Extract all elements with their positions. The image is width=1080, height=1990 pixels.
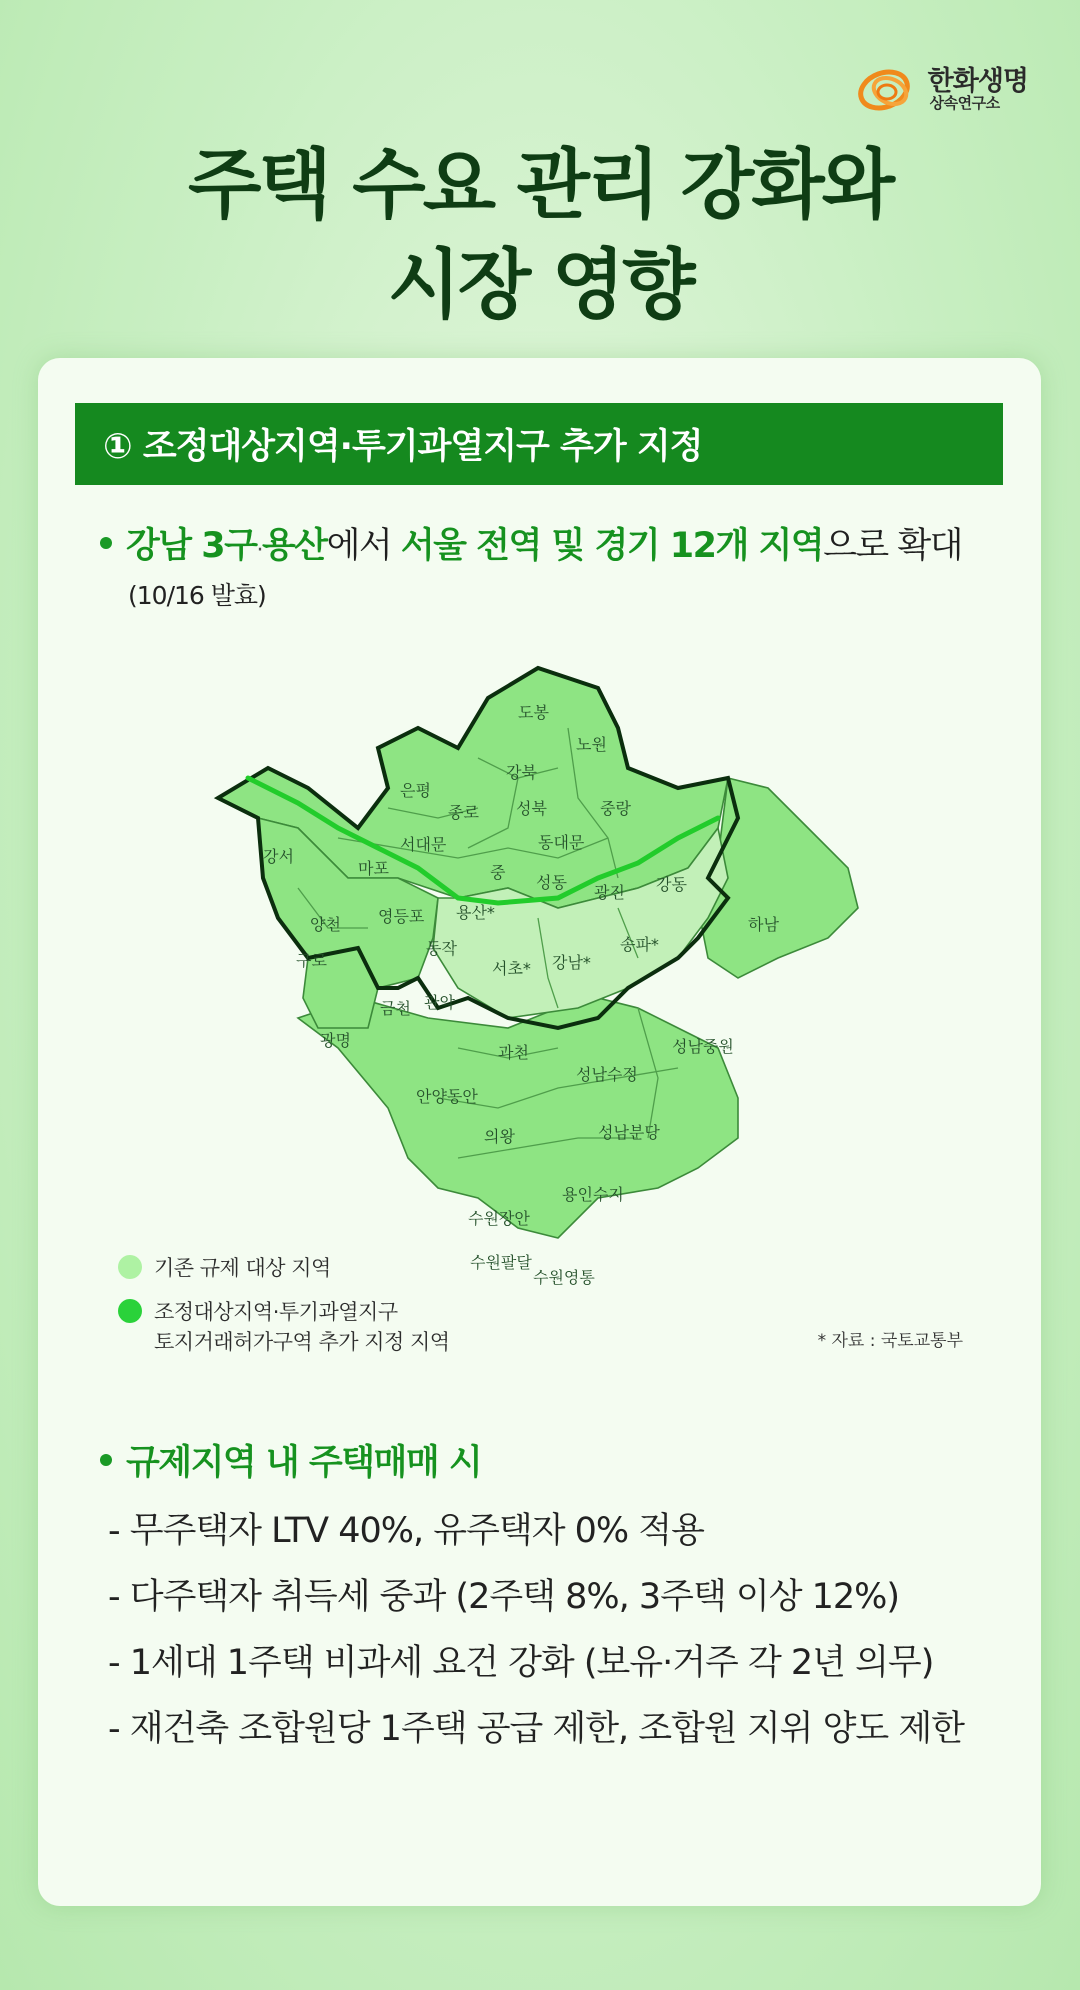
legend-new-swatch xyxy=(118,1299,142,1323)
legend-new xyxy=(118,1297,450,1357)
expansion-bullet xyxy=(100,518,1020,568)
hanwha-logo-icon xyxy=(854,62,920,118)
label-gangseo: 강서 xyxy=(263,847,294,866)
highlight-seoul-gyeonggi: 서울 전역 및 경기 12개 지역 xyxy=(400,526,824,566)
label-dobong: 도봉 xyxy=(518,703,549,722)
label-mapo: 마포 xyxy=(358,859,389,878)
label-yongin-suji: 용인수지 xyxy=(562,1185,624,1204)
label-seocho: 서초* xyxy=(492,959,531,978)
label-jung: 중 xyxy=(490,863,506,882)
label-gangnam: 강남* xyxy=(552,953,591,972)
label-yeongdeungpo: 영등포 xyxy=(378,907,425,926)
title-line-1: 주택 수요 관리 강화와 xyxy=(187,140,893,229)
list-item: - 다주택자 취득세 중과 (2주택 8%, 3주택 이상 12%) xyxy=(108,1577,900,1617)
label-seongnam-bundang: 성남분당 xyxy=(598,1123,660,1142)
brand-name: 한화생명 xyxy=(927,65,1028,97)
highlight-gangnam: 강남 3구 xyxy=(126,526,257,566)
label-gwacheon: 과천 xyxy=(498,1043,529,1062)
label-guro: 구로 xyxy=(296,951,327,970)
list-item: - 1세대 1주택 비과세 요건 강화 (보유·거주 각 2년 의무) xyxy=(108,1643,934,1683)
label-jungnang: 중랑 xyxy=(600,799,631,818)
label-suwon-yeongtong: 수원영통 xyxy=(533,1268,595,1287)
map-legend xyxy=(118,1253,450,1371)
legend-new-label-1: 조정대상지역·투기과열지구 xyxy=(154,1300,398,1324)
effective-date-note: (10/16 발효) xyxy=(128,581,266,610)
bullet-tail-text: 으로 확대 xyxy=(823,526,962,566)
label-gwanak: 관악 xyxy=(424,993,455,1012)
label-jongno: 종로 xyxy=(448,803,479,822)
bullet-dot-icon xyxy=(100,1454,112,1466)
list-item: - 재건축 조합원당 1주택 공급 제한, 조합원 지위 양도 제한 xyxy=(108,1709,964,1749)
label-eunpyeong: 은평 xyxy=(400,781,431,800)
label-yongsan: 용산* xyxy=(456,903,495,922)
separator-dot: · xyxy=(256,538,262,563)
label-seongnam-jungwon: 성남중원 xyxy=(672,1037,734,1056)
legend-existing xyxy=(118,1253,450,1283)
label-yangcheon: 양천 xyxy=(310,915,341,934)
section-heading: ① 조정대상지역·투기과열지구 추가 지정 xyxy=(103,427,703,467)
section2-heading-row xyxy=(100,1435,481,1485)
label-gwangjin: 광진 xyxy=(594,883,625,902)
label-hanam: 하남 xyxy=(748,915,779,934)
section2-heading: 규제지역 내 주택매매 시 xyxy=(126,1443,482,1483)
label-dongjak: 동작 xyxy=(426,939,457,958)
label-seodaemun: 서대문 xyxy=(400,835,447,854)
regulation-list xyxy=(108,1498,964,1762)
label-gwangmyeong: 광명 xyxy=(320,1031,351,1050)
bullet-dot-icon xyxy=(100,537,112,549)
label-suwon-jangan: 수원장안 xyxy=(468,1209,530,1228)
section-heading-bar xyxy=(75,403,1003,485)
label-songpa: 송파* xyxy=(620,935,659,954)
legend-new-label-2: 토지거래허가구역 추가 지정 지역 xyxy=(154,1330,450,1354)
legend-existing-swatch xyxy=(118,1255,142,1279)
content-card xyxy=(38,358,1041,1906)
label-geumcheon: 금천 xyxy=(380,999,411,1018)
list-item: - 무주택자 LTV 40%, 유주택자 0% 적용 xyxy=(108,1511,704,1551)
label-seongnam-sujeong: 성남수정 xyxy=(576,1065,638,1084)
page-title xyxy=(0,135,1080,335)
brand-logo xyxy=(854,62,1028,118)
label-suwon-paldal: 수원팔달 xyxy=(470,1253,532,1272)
highlight-yongsan: 용산 xyxy=(261,526,327,566)
legend-existing-label: 기존 규제 대상 지역 xyxy=(154,1256,331,1280)
label-gangdong: 강동 xyxy=(656,875,687,894)
label-seongdong: 성동 xyxy=(536,873,567,892)
label-dongdaemun: 동대문 xyxy=(538,833,585,852)
brand-sub: 상속연구소 xyxy=(929,94,1000,113)
map-gyeonggi-south xyxy=(298,998,738,1238)
source-note: * 자료 : 국토교통부 xyxy=(817,1331,963,1351)
label-nowon: 노원 xyxy=(576,735,607,754)
label-uiwang: 의왕 xyxy=(484,1127,515,1146)
label-gangbuk: 강북 xyxy=(506,763,537,782)
label-anyang-dongan: 안양동안 xyxy=(416,1087,478,1106)
title-line-2: 시장 영향 xyxy=(387,240,693,329)
label-seongbuk: 성북 xyxy=(516,799,547,818)
bullet-mid-text: 에서 xyxy=(326,526,401,566)
